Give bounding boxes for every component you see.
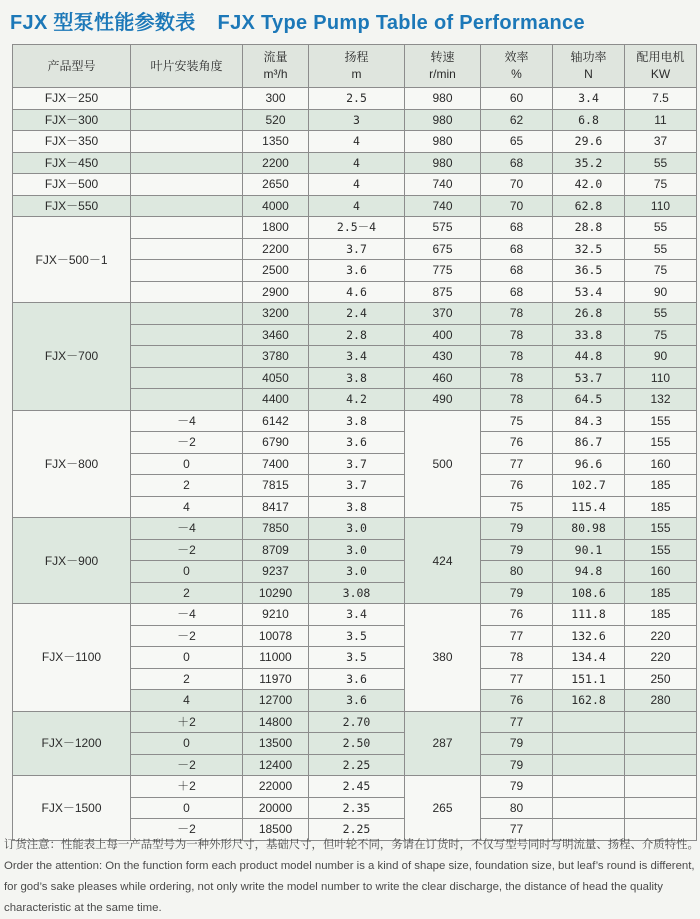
shaft-power-cell: 64.5 bbox=[553, 389, 625, 411]
angle-cell bbox=[131, 109, 243, 131]
table-row bbox=[13, 152, 697, 174]
flow-cell: 8709 bbox=[243, 539, 309, 561]
head-cell: 3.0 bbox=[309, 561, 405, 583]
flow-cell: 8417 bbox=[243, 496, 309, 518]
motor-cell: 110 bbox=[625, 367, 697, 389]
column-header-unit: KW bbox=[650, 67, 671, 81]
shaft-power-cell: 151.1 bbox=[553, 668, 625, 690]
angle-cell: 4 bbox=[131, 690, 243, 712]
head-cell: 3.6 bbox=[309, 432, 405, 454]
flow-cell: 12700 bbox=[243, 690, 309, 712]
head-cell: 3.4 bbox=[309, 604, 405, 626]
flow-cell: 20000 bbox=[243, 797, 309, 819]
speed-cell: 980 bbox=[405, 152, 481, 174]
motor-cell: 160 bbox=[625, 561, 697, 583]
shaft-power-cell: 84.3 bbox=[553, 410, 625, 432]
efficiency-cell: 78 bbox=[481, 324, 553, 346]
efficiency-cell: 78 bbox=[481, 389, 553, 411]
flow-cell: 2200 bbox=[243, 238, 309, 260]
model-cell: FJX－1500 bbox=[13, 776, 131, 841]
head-cell: 3.8 bbox=[309, 367, 405, 389]
model-cell: FJX－1100 bbox=[13, 604, 131, 712]
efficiency-cell: 68 bbox=[481, 260, 553, 282]
head-cell: 3.6 bbox=[309, 260, 405, 282]
head-cell: 2.8 bbox=[309, 324, 405, 346]
shaft-power-cell: 90.1 bbox=[553, 539, 625, 561]
motor-cell: 280 bbox=[625, 690, 697, 712]
angle-cell bbox=[131, 346, 243, 368]
efficiency-cell: 76 bbox=[481, 432, 553, 454]
performance-table bbox=[12, 44, 697, 841]
head-cell: 3.08 bbox=[309, 582, 405, 604]
angle-cell bbox=[131, 131, 243, 153]
table-row bbox=[13, 410, 697, 432]
efficiency-cell: 77 bbox=[481, 453, 553, 475]
shaft-power-cell bbox=[553, 797, 625, 819]
shaft-power-cell: 96.6 bbox=[553, 453, 625, 475]
head-cell: 3 bbox=[309, 109, 405, 131]
speed-cell: 740 bbox=[405, 174, 481, 196]
head-cell: 4 bbox=[309, 152, 405, 174]
shaft-power-cell: 28.8 bbox=[553, 217, 625, 239]
motor-cell: 55 bbox=[625, 238, 697, 260]
head-cell: 3.5 bbox=[309, 647, 405, 669]
angle-cell: 4 bbox=[131, 496, 243, 518]
efficiency-cell: 78 bbox=[481, 346, 553, 368]
note-cn: 订货注意：性能表上每一产品型号为一种外形尺寸，基础尺寸，但叶轮不同，务请在订货时，不仅写型号同时写明流量、扬程、介质特性。 bbox=[4, 839, 699, 851]
table-row bbox=[13, 88, 697, 110]
motor-cell: 220 bbox=[625, 647, 697, 669]
angle-cell bbox=[131, 389, 243, 411]
model-cell: FJX－500－1 bbox=[13, 217, 131, 303]
shaft-power-cell: 80.98 bbox=[553, 518, 625, 540]
angle-cell: －2 bbox=[131, 432, 243, 454]
note-en: Order the attention: On the function form each product model number is a kind of shape size, foundation size, but leaf’s round is different, for god’s sake pleases while ordering, not only write the model number to write the clear discharge, the distance of head the quality characteristic at the same time. bbox=[4, 860, 695, 914]
angle-cell: 2 bbox=[131, 475, 243, 497]
head-cell: 2.35 bbox=[309, 797, 405, 819]
angle-cell bbox=[131, 238, 243, 260]
table-row bbox=[13, 109, 697, 131]
flow-cell: 14800 bbox=[243, 711, 309, 733]
angle-cell: 0 bbox=[131, 647, 243, 669]
table-row bbox=[13, 131, 697, 153]
shaft-power-cell: 62.8 bbox=[553, 195, 625, 217]
model-cell: FJX－350 bbox=[13, 131, 131, 153]
head-cell: 3.0 bbox=[309, 539, 405, 561]
flow-cell: 7850 bbox=[243, 518, 309, 540]
head-cell: 3.7 bbox=[309, 238, 405, 260]
column-header bbox=[405, 45, 481, 88]
shaft-power-cell: 86.7 bbox=[553, 432, 625, 454]
angle-cell: 0 bbox=[131, 797, 243, 819]
shaft-power-cell: 94.8 bbox=[553, 561, 625, 583]
angle-cell: －2 bbox=[131, 754, 243, 776]
head-cell: 3.6 bbox=[309, 690, 405, 712]
motor-cell: 155 bbox=[625, 410, 697, 432]
ordering-notes bbox=[4, 835, 698, 919]
motor-cell: 7.5 bbox=[625, 88, 697, 110]
flow-cell: 18500 bbox=[243, 819, 309, 841]
motor-cell: 155 bbox=[625, 432, 697, 454]
column-header-unit: r/min bbox=[429, 67, 456, 81]
flow-cell: 12400 bbox=[243, 754, 309, 776]
shaft-power-cell: 3.4 bbox=[553, 88, 625, 110]
shaft-power-cell: 53.7 bbox=[553, 367, 625, 389]
flow-cell: 10290 bbox=[243, 582, 309, 604]
motor-cell: 155 bbox=[625, 539, 697, 561]
motor-cell: 110 bbox=[625, 195, 697, 217]
motor-cell: 55 bbox=[625, 303, 697, 325]
model-cell: FJX－450 bbox=[13, 152, 131, 174]
shaft-power-cell: 32.5 bbox=[553, 238, 625, 260]
shaft-power-cell: 115.4 bbox=[553, 496, 625, 518]
head-cell: 3.8 bbox=[309, 410, 405, 432]
head-cell: 4 bbox=[309, 174, 405, 196]
shaft-power-cell: 132.6 bbox=[553, 625, 625, 647]
motor-cell bbox=[625, 733, 697, 755]
flow-cell: 4000 bbox=[243, 195, 309, 217]
flow-cell: 520 bbox=[243, 109, 309, 131]
head-cell: 4.2 bbox=[309, 389, 405, 411]
angle-cell bbox=[131, 174, 243, 196]
shaft-power-cell: 53.4 bbox=[553, 281, 625, 303]
head-cell: 4.6 bbox=[309, 281, 405, 303]
efficiency-cell: 75 bbox=[481, 410, 553, 432]
flow-cell: 2650 bbox=[243, 174, 309, 196]
efficiency-cell: 68 bbox=[481, 217, 553, 239]
head-cell: 3.5 bbox=[309, 625, 405, 647]
head-cell: 2.4 bbox=[309, 303, 405, 325]
efficiency-cell: 68 bbox=[481, 281, 553, 303]
head-cell: 2.25 bbox=[309, 819, 405, 841]
shaft-power-cell: 111.8 bbox=[553, 604, 625, 626]
head-cell: 3.7 bbox=[309, 475, 405, 497]
speed-cell: 775 bbox=[405, 260, 481, 282]
efficiency-cell: 79 bbox=[481, 518, 553, 540]
flow-cell: 4050 bbox=[243, 367, 309, 389]
speed-cell: 265 bbox=[405, 776, 481, 841]
motor-cell: 155 bbox=[625, 518, 697, 540]
column-header-label: 产品型号 bbox=[47, 58, 96, 73]
speed-cell: 875 bbox=[405, 281, 481, 303]
efficiency-cell: 77 bbox=[481, 819, 553, 841]
shaft-power-cell: 102.7 bbox=[553, 475, 625, 497]
shaft-power-cell: 162.8 bbox=[553, 690, 625, 712]
motor-cell: 185 bbox=[625, 582, 697, 604]
motor-cell bbox=[625, 776, 697, 798]
column-header-unit: m bbox=[351, 67, 362, 81]
shaft-power-cell: 6.8 bbox=[553, 109, 625, 131]
head-cell: 4 bbox=[309, 131, 405, 153]
table-row bbox=[13, 217, 697, 239]
flow-cell: 7400 bbox=[243, 453, 309, 475]
head-cell: 3.4 bbox=[309, 346, 405, 368]
column-header-label: 配用电机 bbox=[636, 50, 685, 64]
angle-cell bbox=[131, 303, 243, 325]
column-header-label: 效率 bbox=[504, 50, 529, 64]
column-header bbox=[553, 45, 625, 88]
column-header-unit: m³/h bbox=[263, 67, 288, 81]
shaft-power-cell bbox=[553, 711, 625, 733]
angle-cell bbox=[131, 260, 243, 282]
model-cell: FJX－250 bbox=[13, 88, 131, 110]
shaft-power-cell: 42.0 bbox=[553, 174, 625, 196]
motor-cell: 90 bbox=[625, 346, 697, 368]
flow-cell: 1350 bbox=[243, 131, 309, 153]
head-cell: 2.70 bbox=[309, 711, 405, 733]
efficiency-cell: 77 bbox=[481, 625, 553, 647]
speed-cell: 430 bbox=[405, 346, 481, 368]
model-cell: FJX－900 bbox=[13, 518, 131, 604]
head-cell: 2.5－4 bbox=[309, 217, 405, 239]
efficiency-cell: 65 bbox=[481, 131, 553, 153]
column-header-unit: % bbox=[511, 67, 522, 81]
column-header bbox=[481, 45, 553, 88]
angle-cell: 0 bbox=[131, 453, 243, 475]
flow-cell: 11000 bbox=[243, 647, 309, 669]
speed-cell: 500 bbox=[405, 410, 481, 518]
motor-cell: 132 bbox=[625, 389, 697, 411]
speed-cell: 675 bbox=[405, 238, 481, 260]
model-cell: FJX－800 bbox=[13, 410, 131, 518]
head-cell: 3.7 bbox=[309, 453, 405, 475]
head-cell: 3.0 bbox=[309, 518, 405, 540]
table-row bbox=[13, 195, 697, 217]
shaft-power-cell: 26.8 bbox=[553, 303, 625, 325]
flow-cell: 22000 bbox=[243, 776, 309, 798]
column-header bbox=[243, 45, 309, 88]
efficiency-cell: 76 bbox=[481, 690, 553, 712]
speed-cell: 424 bbox=[405, 518, 481, 604]
efficiency-cell: 78 bbox=[481, 303, 553, 325]
efficiency-cell: 80 bbox=[481, 797, 553, 819]
speed-cell: 380 bbox=[405, 604, 481, 712]
efficiency-cell: 80 bbox=[481, 561, 553, 583]
angle-cell: 2 bbox=[131, 582, 243, 604]
flow-cell: 2200 bbox=[243, 152, 309, 174]
column-header-label: 叶片安装角度 bbox=[150, 58, 223, 73]
motor-cell: 75 bbox=[625, 324, 697, 346]
flow-cell: 3780 bbox=[243, 346, 309, 368]
shaft-power-cell: 29.6 bbox=[553, 131, 625, 153]
flow-cell: 6790 bbox=[243, 432, 309, 454]
angle-cell bbox=[131, 324, 243, 346]
speed-cell: 400 bbox=[405, 324, 481, 346]
head-cell: 2.50 bbox=[309, 733, 405, 755]
motor-cell: 90 bbox=[625, 281, 697, 303]
shaft-power-cell: 33.8 bbox=[553, 324, 625, 346]
angle-cell bbox=[131, 217, 243, 239]
flow-cell: 7815 bbox=[243, 475, 309, 497]
motor-cell bbox=[625, 797, 697, 819]
flow-cell: 11970 bbox=[243, 668, 309, 690]
flow-cell: 6142 bbox=[243, 410, 309, 432]
motor-cell: 37 bbox=[625, 131, 697, 153]
speed-cell: 460 bbox=[405, 367, 481, 389]
angle-cell: －4 bbox=[131, 518, 243, 540]
speed-cell: 980 bbox=[405, 88, 481, 110]
speed-cell: 490 bbox=[405, 389, 481, 411]
column-header bbox=[131, 45, 243, 88]
speed-cell: 370 bbox=[405, 303, 481, 325]
efficiency-cell: 79 bbox=[481, 582, 553, 604]
motor-cell: 160 bbox=[625, 453, 697, 475]
flow-cell: 3200 bbox=[243, 303, 309, 325]
efficiency-cell: 68 bbox=[481, 238, 553, 260]
head-cell: 2.45 bbox=[309, 776, 405, 798]
column-header-label: 扬程 bbox=[344, 50, 369, 64]
flow-cell: 4400 bbox=[243, 389, 309, 411]
head-cell: 4 bbox=[309, 195, 405, 217]
angle-cell: －2 bbox=[131, 539, 243, 561]
motor-cell: 250 bbox=[625, 668, 697, 690]
column-header-label: 流量 bbox=[263, 50, 288, 64]
efficiency-cell: 77 bbox=[481, 668, 553, 690]
angle-cell: 2 bbox=[131, 668, 243, 690]
title-cn: FJX 型泵性能参数表 bbox=[10, 12, 196, 34]
efficiency-cell: 78 bbox=[481, 647, 553, 669]
table-body bbox=[13, 88, 697, 841]
motor-cell: 55 bbox=[625, 152, 697, 174]
angle-cell: ＋2 bbox=[131, 711, 243, 733]
flow-cell: 1800 bbox=[243, 217, 309, 239]
angle-cell: 0 bbox=[131, 561, 243, 583]
shaft-power-cell: 44.8 bbox=[553, 346, 625, 368]
table-row bbox=[13, 174, 697, 196]
flow-cell: 13500 bbox=[243, 733, 309, 755]
efficiency-cell: 75 bbox=[481, 496, 553, 518]
title-en: FJX Type Pump Table of Performance bbox=[217, 12, 585, 34]
efficiency-cell: 79 bbox=[481, 733, 553, 755]
flow-cell: 9210 bbox=[243, 604, 309, 626]
column-header-unit: N bbox=[584, 67, 593, 81]
model-cell: FJX－300 bbox=[13, 109, 131, 131]
motor-cell: 55 bbox=[625, 217, 697, 239]
angle-cell: －2 bbox=[131, 819, 243, 841]
flow-cell: 2900 bbox=[243, 281, 309, 303]
column-header-label: 转速 bbox=[430, 50, 455, 64]
angle-cell: 0 bbox=[131, 733, 243, 755]
efficiency-cell: 60 bbox=[481, 88, 553, 110]
motor-cell: 185 bbox=[625, 604, 697, 626]
angle-cell bbox=[131, 152, 243, 174]
shaft-power-cell bbox=[553, 754, 625, 776]
efficiency-cell: 77 bbox=[481, 711, 553, 733]
head-cell: 3.6 bbox=[309, 668, 405, 690]
speed-cell: 287 bbox=[405, 711, 481, 776]
efficiency-cell: 70 bbox=[481, 174, 553, 196]
angle-cell: －2 bbox=[131, 625, 243, 647]
flow-cell: 3460 bbox=[243, 324, 309, 346]
model-cell: FJX－550 bbox=[13, 195, 131, 217]
speed-cell: 740 bbox=[405, 195, 481, 217]
column-header-label: 轴功率 bbox=[570, 50, 607, 64]
efficiency-cell: 76 bbox=[481, 604, 553, 626]
angle-cell bbox=[131, 281, 243, 303]
efficiency-cell: 76 bbox=[481, 475, 553, 497]
motor-cell: 185 bbox=[625, 496, 697, 518]
shaft-power-cell: 35.2 bbox=[553, 152, 625, 174]
table-row bbox=[13, 604, 697, 626]
table-row bbox=[13, 711, 697, 733]
flow-cell: 300 bbox=[243, 88, 309, 110]
model-cell: FJX－1200 bbox=[13, 711, 131, 776]
speed-cell: 980 bbox=[405, 131, 481, 153]
angle-cell: －4 bbox=[131, 604, 243, 626]
efficiency-cell: 62 bbox=[481, 109, 553, 131]
model-cell: FJX－700 bbox=[13, 303, 131, 411]
motor-cell bbox=[625, 711, 697, 733]
table-row bbox=[13, 776, 697, 798]
motor-cell: 185 bbox=[625, 475, 697, 497]
motor-cell bbox=[625, 754, 697, 776]
efficiency-cell: 78 bbox=[481, 367, 553, 389]
shaft-power-cell: 134.4 bbox=[553, 647, 625, 669]
flow-cell: 9237 bbox=[243, 561, 309, 583]
page-title bbox=[10, 6, 585, 36]
efficiency-cell: 70 bbox=[481, 195, 553, 217]
head-cell: 2.5 bbox=[309, 88, 405, 110]
efficiency-cell: 79 bbox=[481, 539, 553, 561]
motor-cell: 220 bbox=[625, 625, 697, 647]
flow-cell: 10078 bbox=[243, 625, 309, 647]
angle-cell bbox=[131, 195, 243, 217]
shaft-power-cell bbox=[553, 733, 625, 755]
angle-cell: ＋2 bbox=[131, 776, 243, 798]
shaft-power-cell: 36.5 bbox=[553, 260, 625, 282]
column-header bbox=[309, 45, 405, 88]
table-header bbox=[13, 45, 697, 88]
speed-cell: 575 bbox=[405, 217, 481, 239]
efficiency-cell: 79 bbox=[481, 776, 553, 798]
speed-cell: 980 bbox=[405, 109, 481, 131]
table-row bbox=[13, 518, 697, 540]
angle-cell: －4 bbox=[131, 410, 243, 432]
header-row bbox=[13, 45, 697, 88]
efficiency-cell: 79 bbox=[481, 754, 553, 776]
column-header bbox=[13, 45, 131, 88]
shaft-power-cell: 108.6 bbox=[553, 582, 625, 604]
efficiency-cell: 68 bbox=[481, 152, 553, 174]
column-header bbox=[625, 45, 697, 88]
motor-cell: 75 bbox=[625, 174, 697, 196]
head-cell: 3.8 bbox=[309, 496, 405, 518]
angle-cell bbox=[131, 367, 243, 389]
motor-cell: 75 bbox=[625, 260, 697, 282]
head-cell: 2.25 bbox=[309, 754, 405, 776]
angle-cell bbox=[131, 88, 243, 110]
shaft-power-cell bbox=[553, 776, 625, 798]
motor-cell: 11 bbox=[625, 109, 697, 131]
flow-cell: 2500 bbox=[243, 260, 309, 282]
model-cell: FJX－500 bbox=[13, 174, 131, 196]
table-row bbox=[13, 303, 697, 325]
